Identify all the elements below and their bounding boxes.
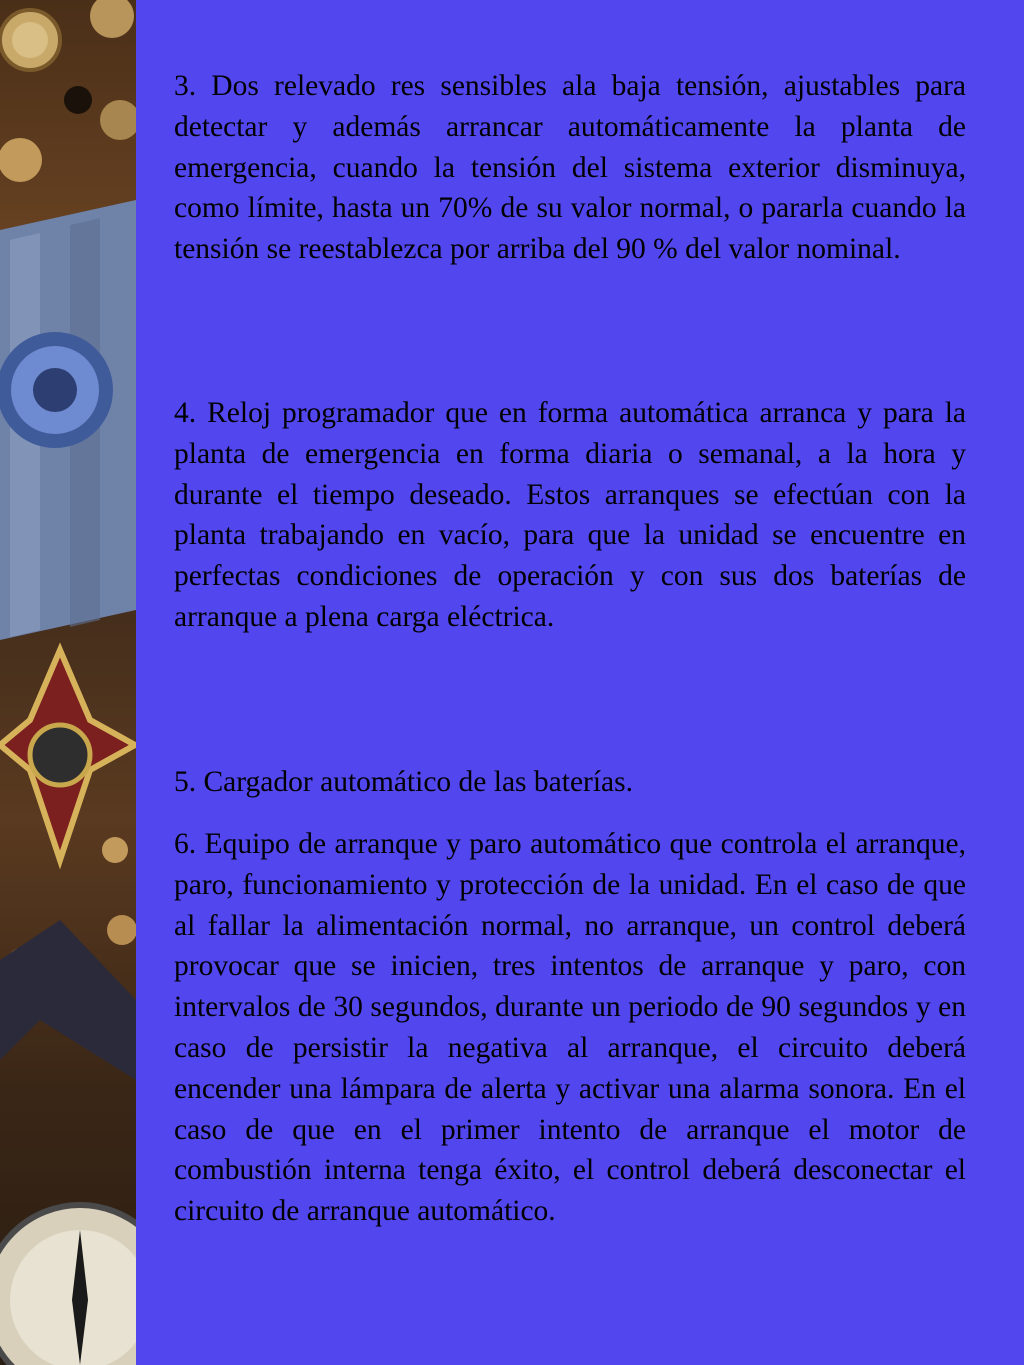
button-ornament bbox=[0, 138, 42, 182]
paragraph-item-3: 3. Dos relevado res sensibles ala baja tensión, ajustables para detectar y además arrancar automáticamente la planta de emergencia, cuando la tensión del sistema exterior disminuya, como límite, hasta un 70% de su valor normal, o pararla cuando la tensión se reestablezca por arriba del 90 % del valor nominal. bbox=[174, 70, 966, 266]
medals-illustration bbox=[0, 0, 136, 1365]
button-ornament bbox=[100, 100, 136, 140]
button-ornament-center bbox=[12, 22, 48, 58]
paragraph-item-4: 4. Reloj programador que en forma automática arranca y para la planta de emergencia en forma diaria o semanal, a la hora y durante el tiempo deseado. Estos arranques se efectúan con la planta trabajando en vacío, para que la unidad se encuentre en perfectas condiciones de operación y con sus dos baterías de arranque a plena carga eléctrica. bbox=[174, 397, 966, 633]
button-ornament bbox=[90, 0, 134, 38]
strap bbox=[0, 920, 136, 1080]
content-panel bbox=[136, 0, 1024, 1365]
decorative-side-image bbox=[0, 0, 136, 1365]
paragraph-item-5: 5. Cargador automático de las baterías. bbox=[174, 766, 634, 798]
hole-ornament bbox=[64, 86, 92, 114]
paragraph-item-6: 6. Equipo de arranque y paro automático que controla el arranque, paro, funcionamiento y protección de la unidad. En el caso de que al fallar la alimentación normal, no arranque, un control deberá provocar que se inicien, tres intentos de arranque y paro, con intervalos de 30 segundos, durante un periodo de 90 segundos y en caso de persistir la negativa al arranque, el circuito deberá encender una lámpara de alerta y activar una alarma sonora. En el caso de que en el primer intento de arranque el motor de combustión interna tenga éxito, el control deberá desconectar el circuito de arranque automático. bbox=[174, 828, 966, 1228]
